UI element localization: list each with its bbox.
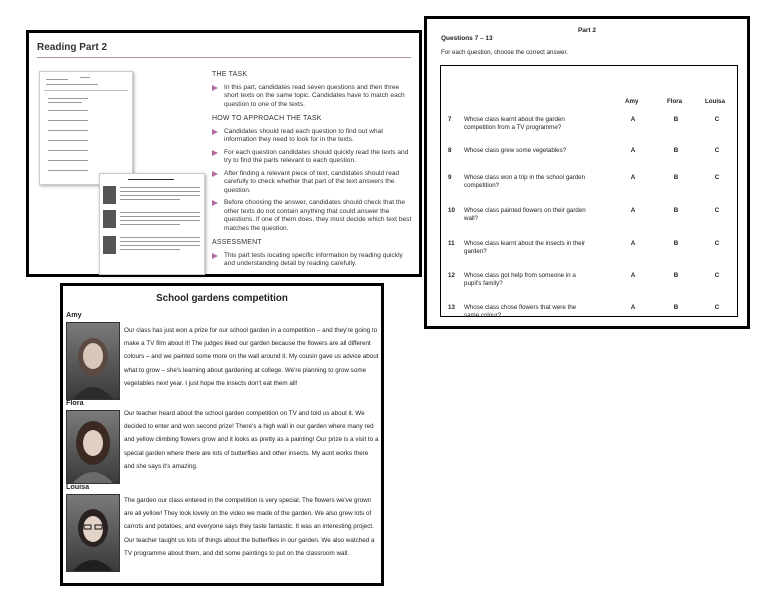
part2-questions-page <box>424 16 750 329</box>
title-divider <box>37 57 411 58</box>
option-a[interactable]: A <box>630 174 636 181</box>
assessment-bullet: This part tests locating specific information by reading quickly and understanding detail by reading carefully. <box>212 252 412 269</box>
question-number: 8 <box>448 147 452 154</box>
slide-title: Reading Part 2 <box>37 42 108 53</box>
option-b[interactable]: B <box>673 240 679 247</box>
question-text: Whose class chose flowers that were the same colour? <box>464 304 577 319</box>
option-a[interactable]: A <box>630 116 636 123</box>
option-b[interactable]: B <box>673 174 679 181</box>
bullet-triangle-icon <box>212 129 218 135</box>
question-number: 10 <box>448 207 455 214</box>
column-header-amy: Amy <box>625 98 639 105</box>
question-range: Questions 7 – 13 <box>441 35 493 42</box>
bullet-triangle-icon <box>212 150 218 156</box>
option-a[interactable]: A <box>630 272 636 279</box>
part-title: Part 2 <box>577 27 597 34</box>
approach-bullet: For each question candidates should quickly read the texts and try to find the parts relevant to each question. <box>212 149 412 166</box>
approach-heading: HOW TO APPROACH THE TASK <box>212 115 322 122</box>
entry-name: Amy <box>66 310 82 319</box>
entry-name: Flora <box>66 398 84 407</box>
question-text: Whose class got help from someone in a pupil's family? <box>464 272 576 287</box>
question-text: Whose class learnt about the garden competition from a TV programme? <box>464 116 565 131</box>
question-number: 9 <box>448 174 452 181</box>
option-c[interactable]: C <box>714 116 720 123</box>
option-b[interactable]: B <box>673 304 679 311</box>
entry-name: Louisa <box>66 482 90 491</box>
approach-bullet: Before choosing the answer, candidates should check that the other texts do not contain anything that could answer the questions. If one of them does, they must decide which text best matches the question. <box>212 199 412 233</box>
entry-text: Our teacher heard about the school garden competition on TV and told us about it. We decided to enter and won second prize! There's a high wall in our garden where many red and yellow climbing flowers grow and it looks as pretty as a painting! Our prize is a visit to a special garden where there are lots of butterflies and other insects. My aunt works there and she says it's amazing. <box>124 410 379 470</box>
question-number: 13 <box>448 304 455 311</box>
questions-thumbnail <box>39 71 133 185</box>
bullet-triangle-icon <box>212 171 218 177</box>
option-c[interactable]: C <box>714 304 720 311</box>
option-a[interactable]: A <box>630 147 636 154</box>
question-text: Whose class won a trip in the school garden competition? <box>464 174 586 189</box>
gardens-title: School gardens competition <box>156 293 288 304</box>
question-number: 11 <box>448 240 455 247</box>
option-a[interactable]: A <box>630 304 636 311</box>
option-c[interactable]: C <box>714 207 720 214</box>
question-text: Whose class learnt about the insects in their garden? <box>464 240 586 255</box>
option-c[interactable]: C <box>714 272 720 279</box>
task-heading: THE TASK <box>212 71 248 78</box>
task-bullet: In this part, candidates read seven questions and then three short texts on the same topic. Candidates have to match each question to one of the texts. <box>212 84 412 110</box>
option-a[interactable]: A <box>630 240 636 247</box>
option-c[interactable]: C <box>714 174 720 181</box>
slide-text-column <box>212 71 412 273</box>
question-text: Whose class grew some vegetables? <box>464 147 567 154</box>
entry-text: The garden our class entered in the competition is very special. The flowers we've grown are all yellow! They look lovely on the video we made of the garden. We also grew lots of carrots and potatoes, and everyone says they taste fantastic. It was an interesting project. Our teacher taught us lots of things about the butterflies in our garden. We also watched a TV programme about them, and did some paintings to put on the classroom wall. <box>124 497 375 557</box>
approach-bullet: Candidates should read each question to find out what information they need to look for in the texts. <box>212 128 412 145</box>
option-c[interactable]: C <box>714 240 720 247</box>
amy-photo <box>66 322 120 400</box>
texts-thumbnail <box>99 173 205 275</box>
question-number: 12 <box>448 272 455 279</box>
bullet-triangle-icon <box>212 85 218 91</box>
option-b[interactable]: B <box>673 147 679 154</box>
reading-part2-slide <box>26 30 422 277</box>
column-header-louisa: Louisa <box>705 98 725 105</box>
option-b[interactable]: B <box>673 207 679 214</box>
instruction: For each question, choose the correct answer. <box>441 49 568 56</box>
column-header-flora: Flora <box>667 98 683 105</box>
louisa-photo <box>66 494 120 572</box>
option-b[interactable]: B <box>673 272 679 279</box>
questions-table <box>440 65 738 317</box>
entry-text: Our class has just won a prize for our school garden in a competition – and they're going to make a TV film about it! The judges liked our garden because the flowers are all different colours – and we painted some more on the wall around it. My cousin gave us advice about what to grow – she's learning about gardening at college. We're planning to grow some vegetables next year. I just hope the insects don't eat them all! <box>124 327 379 387</box>
option-c[interactable]: C <box>714 147 720 154</box>
question-number: 7 <box>448 116 452 123</box>
question-text: Whose class painted flowers on their garden wall? <box>464 207 586 222</box>
bullet-triangle-icon <box>212 253 218 259</box>
option-b[interactable]: B <box>673 116 679 123</box>
bullet-triangle-icon <box>212 200 218 206</box>
flora-photo <box>66 410 120 484</box>
approach-bullet: After finding a relevant piece of text, candidates should read carefully to check whether that part of the text answers the question. <box>212 170 412 196</box>
assessment-heading: ASSESSMENT <box>212 239 262 246</box>
school-gardens-text <box>60 283 384 586</box>
option-a[interactable]: A <box>630 207 636 214</box>
